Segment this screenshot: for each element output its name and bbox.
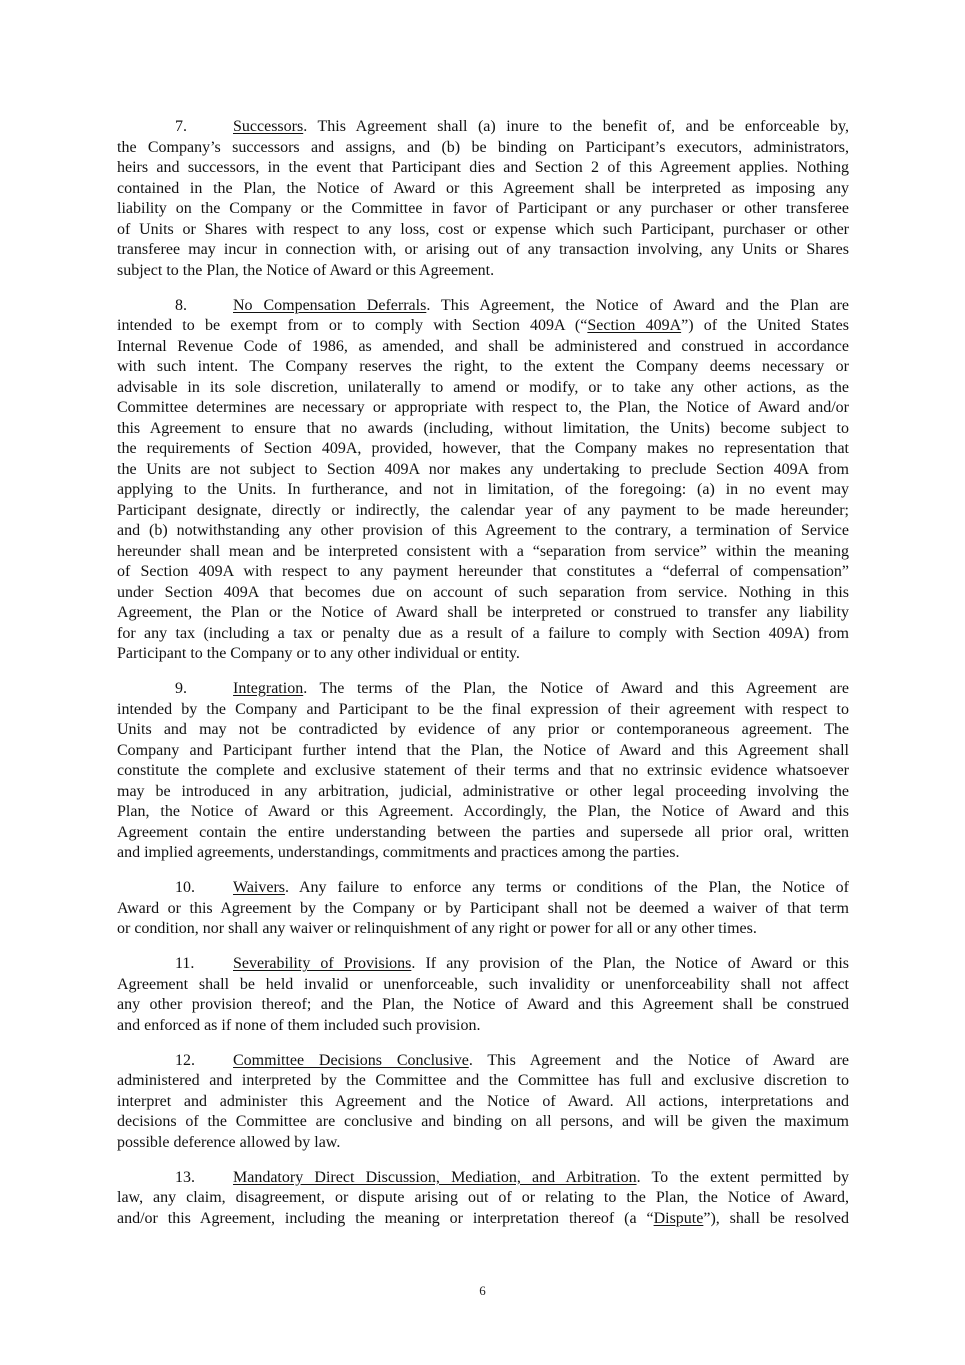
document-page: [117, 117, 849, 1244]
text-run: the Units are not subject to Section 409A nor makes any undertaking to preclude Section 409A from: [117, 460, 849, 478]
text-run: ”) of the United States: [681, 317, 850, 334]
text-line: [117, 782, 849, 803]
text-run: . The terms of the Plan, the Notice of Award and this Agreement are: [303, 680, 849, 697]
text-run: Committee determines are necessary or appropriate with respect to, the Plan, the Notice of Award and/or: [117, 399, 849, 416]
text-run: any other provision thereof; and the Plan, the Notice of Award and this Agreement shall be construed: [117, 996, 849, 1013]
text-run: Award or this Agreement by the Company or by Participant shall not be deemed a waiver of that term: [117, 899, 849, 917]
text-line: [117, 843, 849, 864]
text-line: [117, 179, 849, 200]
section-number: 9.: [175, 680, 187, 697]
text-line: [117, 1188, 849, 1209]
text-line: [117, 1071, 849, 1092]
text-run: contained in the Plan, the Notice of Award or this Agreement shall be interpreted as imposing any: [117, 179, 849, 197]
text-run: of Units or Shares with respect to any loss, cost or expense which such Participant, purchaser or other: [117, 220, 849, 238]
text-run: . This Agreement and the Notice of Award are: [468, 1051, 849, 1069]
text-run: and enforced as if none of them included such provision.: [117, 1016, 481, 1034]
text-run: Participant designate, directly or indirectly, the calendar year of any payment to be made hereunder;: [117, 501, 849, 519]
section-paragraph: [117, 117, 849, 281]
text-run: decisions of the Committee are conclusive and binding on all persons, and will be given the maximum: [117, 1113, 849, 1130]
text-line: [117, 761, 849, 782]
section-paragraph: [117, 954, 849, 1036]
text-line: [117, 138, 849, 159]
text-line: [117, 899, 849, 920]
text-line: [117, 700, 849, 721]
text-run: advisable in its sole discretion, unilaterally to amend or modify, or to take any other actions, as the: [117, 378, 849, 396]
section-number: 11.: [175, 955, 195, 972]
text-run: Units and may not be contradicted by evidence of any prior or contemporaneous agreement. The: [117, 721, 849, 738]
text-line: [117, 1112, 849, 1133]
text-line: [117, 460, 849, 481]
text-line: [117, 357, 849, 378]
text-run: . If any provision of the Plan, the Notice of Award or this: [411, 955, 849, 972]
section-number: 7.: [175, 118, 187, 135]
text-line: [117, 419, 849, 440]
section-paragraph: [117, 1051, 849, 1154]
text-line: [117, 802, 849, 823]
text-run: of Section 409A with respect to any payment hereunder that constitutes a “deferral of compensation”: [117, 563, 849, 580]
text-run: liability on the Company or the Committee in favor of Participant or any purchaser or other transferee: [117, 200, 849, 217]
text-run: applying to the Units. In furtherance, and not in limitation, of the foregoing: (a) in no event may: [117, 481, 849, 498]
text-line: [117, 378, 849, 399]
text-line: [117, 542, 849, 563]
text-line: [117, 117, 849, 138]
section-number: 12.: [175, 1051, 195, 1069]
text-line: [117, 603, 849, 624]
text-line: [117, 878, 849, 899]
text-run: heirs and successors, in the event that Participant dies and Section 2 of this Agreement applies. Nothing: [117, 159, 849, 176]
text-run: . This Agreement, the Notice of Award and the Plan are: [426, 296, 849, 314]
text-run: and (b) notwithstanding any other provision of this Agreement to the contrary, a termination of Service: [117, 522, 849, 539]
text-run: the requirements of Section 409A, provided, however, that the Company makes no representation that: [117, 440, 849, 457]
text-line: [117, 158, 849, 179]
text-run: intended by the Company and Participant to be the final expression of their agreement with respect to: [117, 700, 849, 718]
text-line: [117, 644, 849, 665]
page-number: 6: [479, 1283, 486, 1298]
section-paragraph: [117, 296, 849, 665]
section-number: 13.: [175, 1168, 195, 1186]
text-line: [117, 679, 849, 700]
section-heading: Severability of Provisions: [233, 955, 412, 972]
section-paragraph: [117, 1168, 849, 1230]
text-line: [117, 919, 849, 940]
text-run: and/or this Agreement, including the meaning or interpretation thereof (a “: [117, 1209, 654, 1227]
text-run: intended to be exempt from or to comply with Section 409A (“: [117, 317, 588, 334]
text-line: [117, 954, 849, 975]
text-line: [117, 337, 849, 358]
section-heading: Integration: [233, 680, 304, 697]
text-run: law, any claim, disagreement, or dispute arising out of or relating to the Plan, the Notice of Award,: [117, 1189, 849, 1206]
text-run: under Section 409A that becomes due on account of such separation from service. Nothing in this: [117, 583, 849, 601]
text-run: Participant to the Company or to any other individual or entity.: [117, 645, 520, 662]
text-run: Plan, the Notice of Award or this Agreement. Accordingly, the Plan, the Notice of Award and this: [117, 803, 849, 820]
text-run: Company and Participant further intend that the Plan, the Notice of Award and this Agreement shall: [117, 741, 849, 759]
text-run: constitute the complete and exclusive statement of their terms and that no extrinsic evidence whatsoever: [117, 762, 849, 779]
text-line: [117, 1016, 849, 1037]
text-run: . Any failure to enforce any terms or conditions of the Plan, the Notice of: [285, 879, 849, 896]
defined-term: Section 409A: [587, 317, 682, 334]
text-run: administered and interpreted by the Committee and the Committee has full and exclusive discretion to: [117, 1072, 849, 1089]
section-heading: Mandatory Direct Discussion, Mediation, and Arbitration: [233, 1168, 637, 1186]
text-run: . This Agreement shall (a) inure to the benefit of, and be enforceable by,: [303, 118, 849, 135]
text-line: [117, 562, 849, 583]
text-line: [117, 501, 849, 522]
text-run: . To the extent permitted by: [636, 1168, 849, 1186]
defined-term: Dispute: [653, 1209, 704, 1227]
text-run: ”), shall be resolved: [703, 1209, 849, 1227]
text-run: possible deference allowed by law.: [117, 1133, 341, 1151]
text-run: Agreement, the Plan or the Notice of Award shall be interpreted or construed to transfer any liability: [117, 604, 849, 621]
text-run: and implied agreements, understandings, commitments and practices among the parties.: [117, 844, 680, 861]
text-line: [117, 1092, 849, 1113]
text-line: [117, 995, 849, 1016]
text-run: for any tax (including a tax or penalty due as a result of a failure to comply with Section 409A) from: [117, 624, 849, 642]
section-number: 8.: [175, 296, 187, 314]
text-run: Internal Revenue Code of 1986, as amended, and shall be administered and construed in accordance: [117, 337, 849, 355]
text-run: the Company’s successors and assigns, and (b) be binding on Participant’s executors, administrators,: [117, 138, 849, 156]
text-line: [117, 521, 849, 542]
section-heading: No Compensation Deferrals: [233, 296, 427, 314]
text-line: [117, 720, 849, 741]
text-line: [117, 261, 849, 282]
text-line: [117, 316, 849, 337]
section-paragraph: [117, 878, 849, 940]
text-line: [117, 1051, 849, 1072]
text-line: [117, 220, 849, 241]
text-run: or condition, nor shall any waiver or relinquishment of any right or power for all or any other times.: [117, 920, 757, 937]
text-line: [117, 823, 849, 844]
text-line: [117, 1209, 849, 1230]
text-line: [117, 398, 849, 419]
text-run: may be introduced in any arbitration, judicial, administrative or other legal proceeding involving the: [117, 782, 849, 800]
text-line: [117, 1168, 849, 1189]
section-paragraph: [117, 679, 849, 864]
section-heading: Waivers: [233, 879, 286, 896]
section-number: 10.: [175, 879, 195, 896]
text-run: this Agreement to ensure that no awards (including, without limitation, the Units) become subject to: [117, 419, 849, 437]
text-line: [117, 741, 849, 762]
text-run: with such intent. The Company reserves the right, to the extent the Company deems necessary or: [117, 358, 849, 375]
text-line: [117, 199, 849, 220]
text-line: [117, 583, 849, 604]
text-line: [117, 240, 849, 261]
text-line: [117, 1133, 849, 1154]
text-run: transferee may incur in connection with, or arising out of any transaction involving, any Units or Shares: [117, 241, 849, 258]
text-run: hereunder shall mean and be interpreted consistent with a “separation from service” within the meaning: [117, 542, 849, 560]
text-run: Agreement shall be held invalid or unenforceable, such invalidity or unenforceability shall not affect: [117, 975, 849, 993]
section-heading: Committee Decisions Conclusive: [233, 1051, 469, 1069]
text-line: [117, 480, 849, 501]
text-line: [117, 439, 849, 460]
text-run: Agreement contain the entire understanding between the parties and supersede all prior oral, written: [117, 823, 849, 841]
text-line: [117, 624, 849, 645]
text-line: [117, 975, 849, 996]
text-run: subject to the Plan, the Notice of Award or this Agreement.: [117, 261, 495, 279]
section-heading: Successors: [233, 118, 304, 135]
text-run: interpret and administer this Agreement and the Notice of Award. All actions, interpretations and: [117, 1092, 849, 1110]
text-line: [117, 296, 849, 317]
